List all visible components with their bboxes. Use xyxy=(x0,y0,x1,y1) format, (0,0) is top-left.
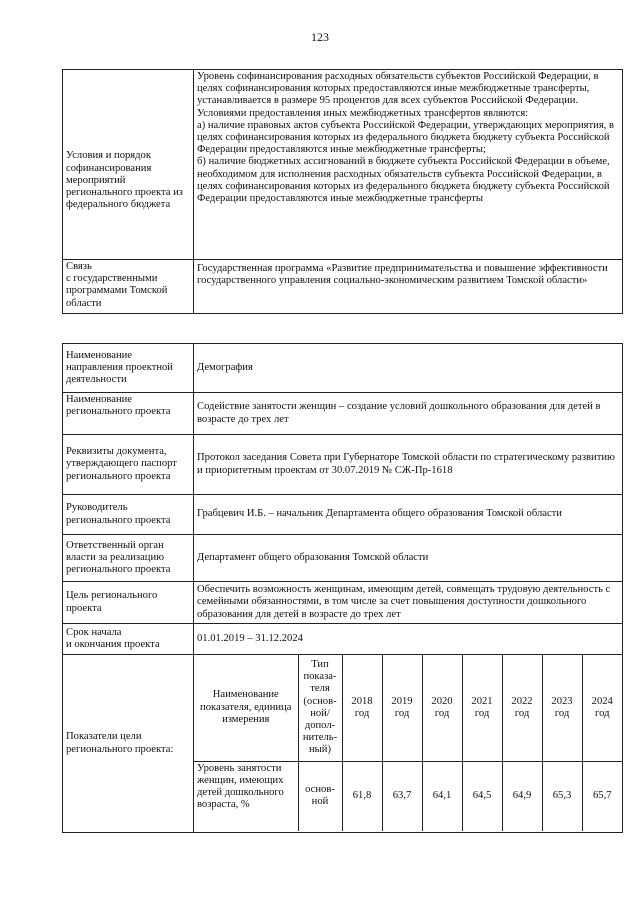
project-passport-table xyxy=(62,343,623,833)
row-label: Срок начала и окончания проекта xyxy=(63,624,194,655)
indicators-header-row xyxy=(194,655,622,761)
row-label: Показатели цели регионального проекта: xyxy=(63,655,194,833)
table-row xyxy=(63,582,623,624)
header-indicator-name: Наименование показателя, единица измерения xyxy=(194,655,298,761)
cofinancing-table xyxy=(62,69,623,314)
table-row xyxy=(63,393,623,435)
indicator-value: 64,1 xyxy=(422,761,462,831)
table-row xyxy=(63,655,623,833)
indicator-value: 65,3 xyxy=(542,761,582,831)
indicator-value: 63,7 xyxy=(382,761,422,831)
row-value: Государственная программа «Развитие предпринимательства и повышение эффективности государственного управления социально-экономическим развитием Томской области» xyxy=(194,260,623,314)
row-label: Реквизиты документа, утверждающего паспорт регионального проекта xyxy=(63,435,194,495)
row-value: Уровень софинансирования расходных обязательств субъектов Российской Федерации, в целях софинансирования которых предоставляются иные межбюджетные трансферты, устанавливается в размере 95 процентов для всех субъектов Российской Федерации. Условиями предоставления иных межбюджетных трансфертов являются: а) наличие правовых актов субъекта Российской Федерации, утверждающих мероприятия, в целях софинансирования которых из федерального бюджета бюджету субъекта Российской Федерации предоставляются иные межбюджетные трансферты; б) наличие бюджетных ассигнований в бюджете субъекта Российской Федерации в объеме, необходимом для исполнения расходных обязательств субъекта Российской Федерации, в целях софинансирования которых из федерального бюджета бюджету субъекта Российской Федерации предоставляются иные межбюджетные трансферты xyxy=(194,70,623,260)
table-row xyxy=(63,624,623,655)
row-label: Цель регионального проекта xyxy=(63,582,194,624)
indicator-value: 65,7 xyxy=(582,761,622,831)
row-value: Грабцевич И.Б. – начальник Департамента общего образования Томской области xyxy=(194,495,623,535)
header-year: 2020 год xyxy=(422,655,462,761)
row-label: Условия и порядок софинансирования мероприятий регионального проекта из федерального бюджета xyxy=(63,70,194,260)
indicators-cell xyxy=(194,655,623,833)
indicator-value: 61,8 xyxy=(342,761,382,831)
row-label: Связь с государственными программами Томской области xyxy=(63,260,194,314)
header-year: 2018 год xyxy=(342,655,382,761)
header-indicator-type: Тип показа- теля (основ- ной/ допол- нитель- ный) xyxy=(298,655,342,761)
indicator-type: основ- ной xyxy=(298,761,342,831)
table-row xyxy=(63,495,623,535)
table-row xyxy=(63,435,623,495)
table-row xyxy=(63,70,623,260)
header-year: 2023 год xyxy=(542,655,582,761)
header-year: 2022 год xyxy=(502,655,542,761)
header-year: 2021 год xyxy=(462,655,502,761)
indicators-table xyxy=(194,655,622,831)
row-value: Обеспечить возможность женщинам, имеющим детей, совмещать трудовую деятельность с семейными обязанностями, в том числе за счет повышения доступности дошкольного образования для детей в возрасте до трех лет xyxy=(194,582,623,624)
page-number: 123 xyxy=(311,30,329,44)
row-label: Наименование регионального проекта xyxy=(63,393,194,435)
header-year: 2019 год xyxy=(382,655,422,761)
row-value: Демография xyxy=(194,344,623,393)
table-row xyxy=(63,260,623,314)
row-label: Ответственный орган власти за реализацию регионального проекта xyxy=(63,535,194,582)
indicator-name: Уровень занятости женщин, имеющих детей дошкольного возраста, % xyxy=(194,761,298,831)
row-value: Департамент общего образования Томской области xyxy=(194,535,623,582)
row-value: Протокол заседания Совета при Губернаторе Томской области по стратегическому развитию и приоритетным проектам от 30.07.2019 № СЖ-Пр-1618 xyxy=(194,435,623,495)
row-value: 01.01.2019 – 31.12.2024 xyxy=(194,624,623,655)
row-value: Содействие занятости женщин – создание условий дошкольного образования для детей в возрасте до трех лет xyxy=(194,393,623,435)
indicators-data-row xyxy=(194,761,622,831)
table-row xyxy=(63,344,623,393)
row-label: Руководитель регионального проекта xyxy=(63,495,194,535)
header-year: 2024 год xyxy=(582,655,622,761)
table-row xyxy=(63,535,623,582)
row-label: Наименование направления проектной деятельности xyxy=(63,344,194,393)
indicator-value: 64,5 xyxy=(462,761,502,831)
indicator-value: 64,9 xyxy=(502,761,542,831)
